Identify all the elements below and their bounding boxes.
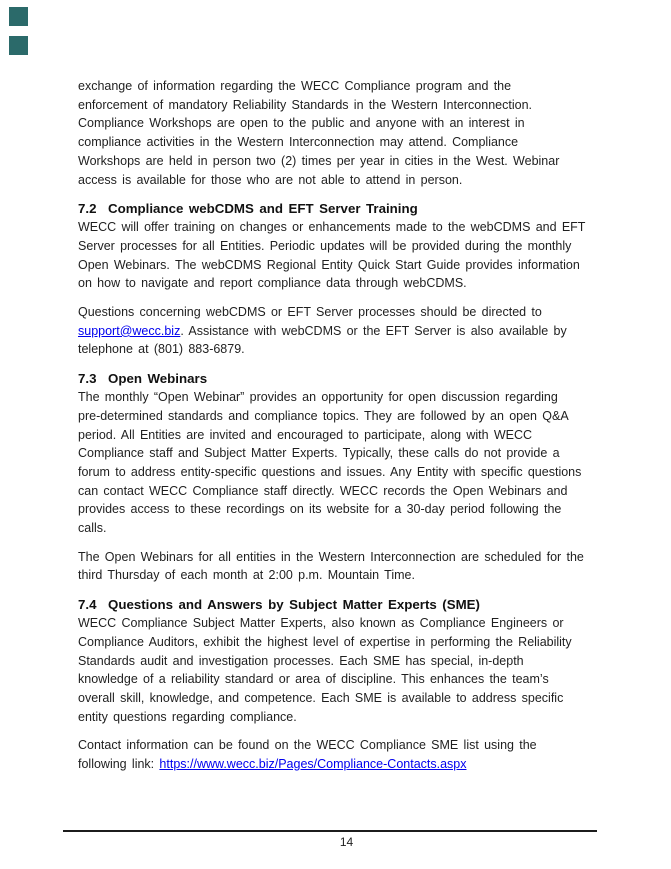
text-line [78, 548, 603, 567]
text-run: third Thursday of each month at 2:00 p.m. Mountain Time. [78, 568, 415, 583]
text-run: Server processes for all Entities. Periodic updates will be provided during the monthly [78, 238, 572, 253]
text-line [78, 256, 603, 275]
text-line [78, 500, 603, 519]
text-run: Compliance Workshops are open to the public and anyone with an interest in [78, 116, 525, 131]
text-run: period. All Entities are invited and encouraged to participate, along with WECC [78, 427, 533, 442]
text-line [78, 633, 603, 652]
text-line [78, 670, 603, 689]
text-line [78, 171, 603, 190]
text-run: forum to address entity-specific questions and issues. Any Entity with specific questions [78, 464, 582, 479]
text-line [78, 96, 603, 115]
text-line [78, 114, 603, 133]
text-line [78, 322, 603, 341]
text-line [78, 444, 603, 463]
text-line [78, 237, 603, 256]
section-title: Open Webinars [108, 371, 208, 387]
text-run: The Open Webinars for all entities in the Western Interconnection are scheduled for the [78, 549, 584, 564]
paragraph [78, 388, 603, 538]
text-run: on how to navigate and report compliance data through webCDMS. [78, 276, 467, 291]
text-run: . Assistance with webCDMS or the EFT Server is also available by [180, 323, 567, 338]
text-line [78, 519, 603, 538]
paragraph [78, 303, 603, 359]
text-line [78, 303, 603, 322]
section-number: 7.2 [78, 201, 97, 217]
text-run: provides access to these recordings on its website for a 30-day period following the [78, 502, 562, 517]
text-line [78, 407, 603, 426]
text-run: calls. [78, 521, 107, 536]
text-run: overall skill, knowledge, and competence. Each SME is available to address specific [78, 690, 564, 705]
text-line [78, 566, 603, 585]
text-line [78, 708, 603, 727]
text-run: Questions concerning webCDMS or EFT Server processes should be directed to [78, 305, 542, 320]
text-run: The monthly “Open Webinar” provides an opportunity for open discussion regarding [78, 390, 558, 405]
text-run: can contact WECC Compliance staff directly. WECC records the Open Webinars and [78, 483, 568, 498]
text-run: exchange of information regarding the WECC Compliance program and the [78, 79, 512, 93]
text-run: Open Webinars. The webCDMS Regional Entity Quick Start Guide provides information [78, 257, 580, 272]
text-line [78, 388, 603, 407]
corner-marker-icon [9, 7, 28, 26]
text-run: Standards audit and investigation processes. Each SME has special, in-depth [78, 653, 524, 668]
text-line [78, 755, 603, 774]
section-title: Compliance webCDMS and EFT Server Training [108, 201, 418, 217]
text-line [78, 652, 603, 671]
section-heading [78, 369, 603, 388]
text-run: knowledge of a reliability standard or area of discipline. This enhances the team’s [78, 672, 549, 687]
section-title: Questions and Answers by Subject Matter Experts (SME) [108, 597, 480, 613]
text-run: Compliance Auditors, exhibit the highest level of expertise in performing the Reliability [78, 634, 572, 649]
text-line [78, 426, 603, 445]
paragraph [78, 77, 603, 189]
section-heading [78, 199, 603, 218]
text-line [78, 736, 603, 755]
text-run: following link: [78, 757, 160, 772]
section-heading [78, 595, 603, 614]
text-line [78, 689, 603, 708]
text-line [78, 340, 603, 359]
paragraph [78, 614, 603, 726]
text-line [78, 274, 603, 293]
text-line [78, 133, 603, 152]
text-run: enforcement of mandatory Reliability Standards in the Western Interconnection. [78, 97, 532, 112]
text-run: compliance activities in the Western Interconnection may attend. Compliance [78, 135, 519, 150]
text-run: WECC Compliance Subject Matter Experts, also known as Compliance Engineers or [78, 616, 564, 631]
paragraph [78, 736, 603, 773]
footer-divider [63, 830, 597, 832]
corner-marker-icon [9, 36, 28, 55]
text-run: access is available for those who are not able to attend in person. [78, 172, 463, 187]
section-number: 7.4 [78, 597, 97, 613]
text-run: telephone at (801) 883-6879. [78, 342, 245, 357]
section-number: 7.3 [78, 371, 97, 387]
text-line [78, 152, 603, 171]
text-run: pre-determined standards and compliance topics. They are followed by an open Q&A [78, 408, 569, 423]
paragraph [78, 218, 603, 293]
text-line [78, 482, 603, 501]
text-line [78, 463, 603, 482]
text-run: WECC will offer training on changes or enhancements made to the webCDMS and EFT [78, 220, 586, 235]
document-content [78, 77, 603, 784]
text-run: Workshops are held in person two (2) times per year in cities in the West. Webinar [78, 153, 560, 168]
paragraph [78, 548, 603, 585]
text-line [78, 614, 603, 633]
text-line [78, 77, 603, 96]
compliance-contacts-link[interactable]: https://www.wecc.biz/Pages/Compliance-Contacts.aspx [159, 757, 467, 772]
text-run: Contact information can be found on the WECC Compliance SME list using the [78, 738, 537, 753]
email-link[interactable]: support@wecc.biz [78, 323, 181, 338]
page-number: 14 [339, 835, 354, 849]
text-run: Compliance staff and Subject Matter Experts. Typically, these calls do not provide a [78, 446, 560, 461]
text-run: entity questions regarding compliance. [78, 709, 297, 724]
text-line [78, 218, 603, 237]
